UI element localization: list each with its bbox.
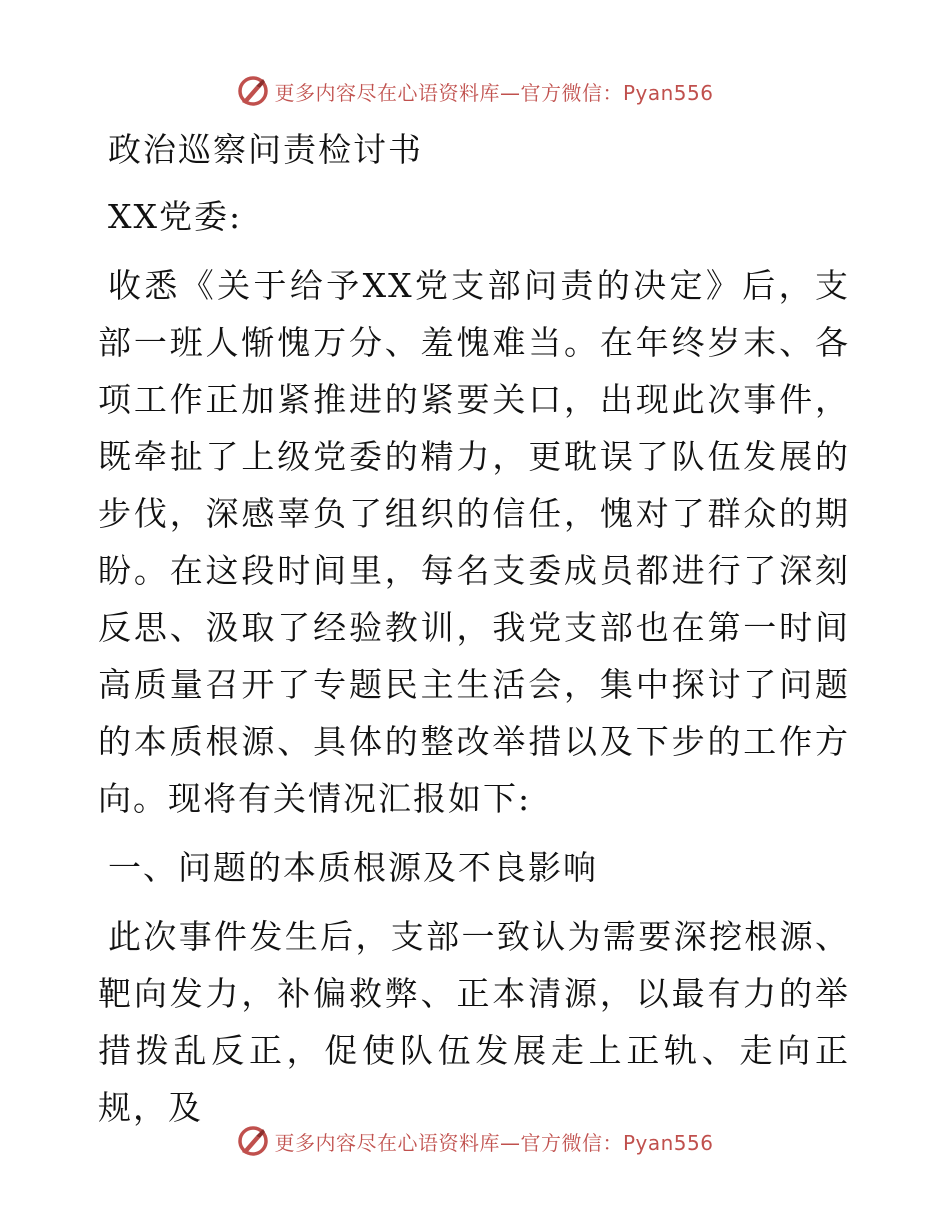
- paragraph: 此次事件发生后，支部一致认为需要深挖根源、靶向发力，补偏救弊、正本清源，以最有力的举措拨乱反正，促使队伍发展走上正轨、走向正规，及: [98, 917, 850, 1127]
- pen-seal-logo-icon: [236, 1124, 270, 1158]
- section-heading: 一、问题的本质根源及不良影响: [108, 848, 598, 887]
- document-title: 政治巡察问责检讨书: [108, 130, 423, 169]
- pen-seal-logo-icon: [236, 74, 270, 108]
- header-banner: [0, 71, 950, 111]
- salutation: XX党委:: [108, 197, 243, 236]
- paragraph: 收悉《关于给予XX党支部问责的决定》后，支部一班人惭愧万分、羞愧难当。在年终岁末、各项工作正加紧推进的紧要关口，出现此次事件，既牵扯了上级党委的精力，更耽误了队伍发展的步伐，深感辜负了组织的信任，愧对了群众的期盼。在这段时间里，每名支委成员都进行了深刻反思、汲取了经验教训，我党支部也在第一时间高质量召开了专题民主生活会，集中探讨了问题的本质根源、具体的整改举措以及下步的工作方向。现将有关情况汇报如下:: [98, 266, 850, 818]
- banner-text: 更多内容尽在心语资料库—官方微信：Pyan556: [274, 80, 714, 105]
- banner-text: 更多内容尽在心语资料库—官方微信：Pyan556: [274, 1130, 714, 1155]
- footer-banner: [0, 1121, 950, 1161]
- document-body: [98, 121, 850, 1136]
